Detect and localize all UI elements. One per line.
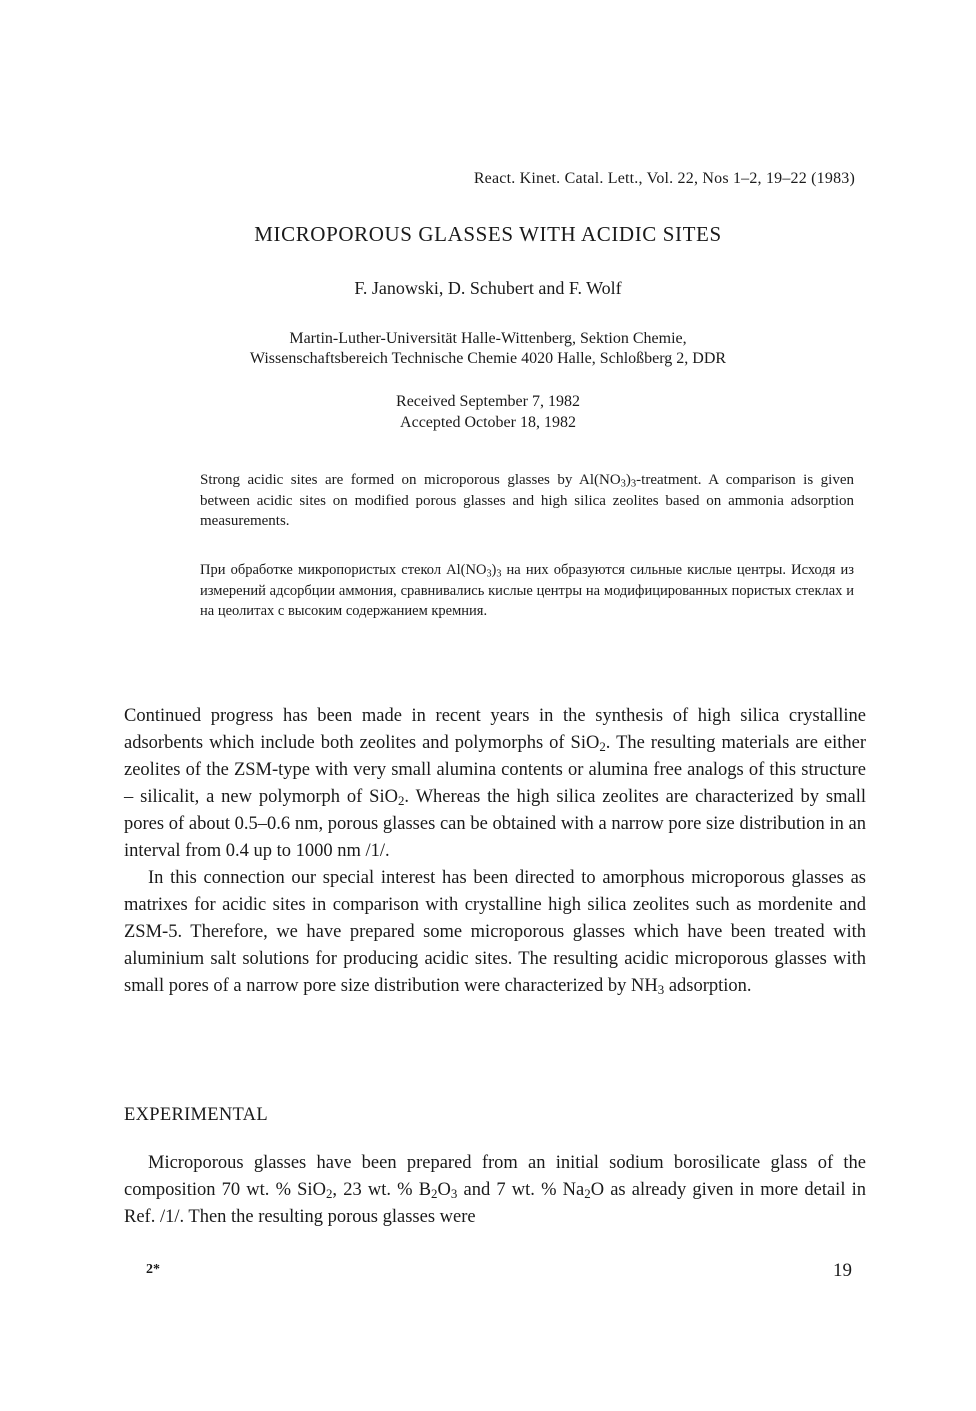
submission-dates bbox=[0, 391, 976, 433]
paper-title: MICROPOROUS GLASSES WITH ACIDIC SITES bbox=[254, 222, 722, 246]
abstract-russian: При обработке микропористых стекол $Al(NO_3)_3$ на них образуются сильные кислые центры. Исходя из измерений адсорбции аммония, сравнивались кислые центры на модифицированных пористых стеклах и на цеолитах с высоким содержанием кремния. bbox=[200, 562, 854, 619]
signature-mark: 2* bbox=[146, 1262, 160, 1277]
author-list: F. Janowski, D. Schubert and F. Wolf bbox=[354, 278, 622, 298]
journal-reference: React. Kinet. Catal. Lett., Vol. 22, Nos 1–2, 19–22 (1983) bbox=[473, 170, 855, 187]
experimental-section bbox=[124, 1150, 866, 1231]
page-number: 19 bbox=[833, 1260, 852, 1281]
received-date: Received September 7, 1982 bbox=[396, 393, 580, 410]
affiliation bbox=[0, 329, 976, 369]
intro-paragraph-2: In this connection our special interest has been directed to amorphous microporous glasses as matrixes for acidic sites in comparison with crystalline high silica zeolites such as mordenite and ZSM-5. Therefore, we have prepared some microporous glasses which have been treated with aluminium salt solutions for producing acidic sites. The resulting acidic microporous glasses with small pores of a narrow pore size distribution were characterized by $NH_3$ adsorption. bbox=[124, 868, 866, 998]
intro-paragraph-1: Continued progress has been made in recent years in the synthesis of high silica crystalline adsorbents which include both zeolites and polymorphs of SiO$_2$. The resulting materials are either zeolites of the ZSM-type with very small alumina contents or alumina free analogs of this structure – silicalit, a new polymorph of SiO$_2$. Whereas the high silica zeolites are characterized by small pores of about 0.5–0.6 nm, porous glasses can be obtained with a narrow pore size distribution in an interval from 0.4 up to 1000 nm /1/. bbox=[124, 706, 866, 861]
experimental-heading: EXPERIMENTAL bbox=[124, 1105, 268, 1125]
experimental-paragraph-1: Microporous glasses have been prepared from an initial sodium borosilicate glass of the composition 70 wt. % SiO$_2$, 23 wt. % $B_2O_3$ and 7 wt. % $Na_2O$ as already given in more detail in Ref. /1/. Then the resulting porous glasses were bbox=[124, 1153, 867, 1227]
introduction-section bbox=[124, 703, 866, 1000]
affiliation-line-2: Wissenschaftsbereich Technische Chemie 4020 Halle, Schloßberg 2, DDR bbox=[249, 350, 727, 367]
affiliation-line-1: Martin-Luther-Universität Halle-Wittenberg, Sektion Chemie, bbox=[289, 330, 687, 347]
abstract-english: Strong acidic sites are formed on microporous glasses by $Al(NO_3)_3$-treatment. A comparison is given between acidic sites on modified porous glasses and high silica zeolites based on ammonia adsorption measurements. bbox=[200, 472, 855, 529]
accepted-date: Accepted October 18, 1982 bbox=[400, 414, 576, 431]
